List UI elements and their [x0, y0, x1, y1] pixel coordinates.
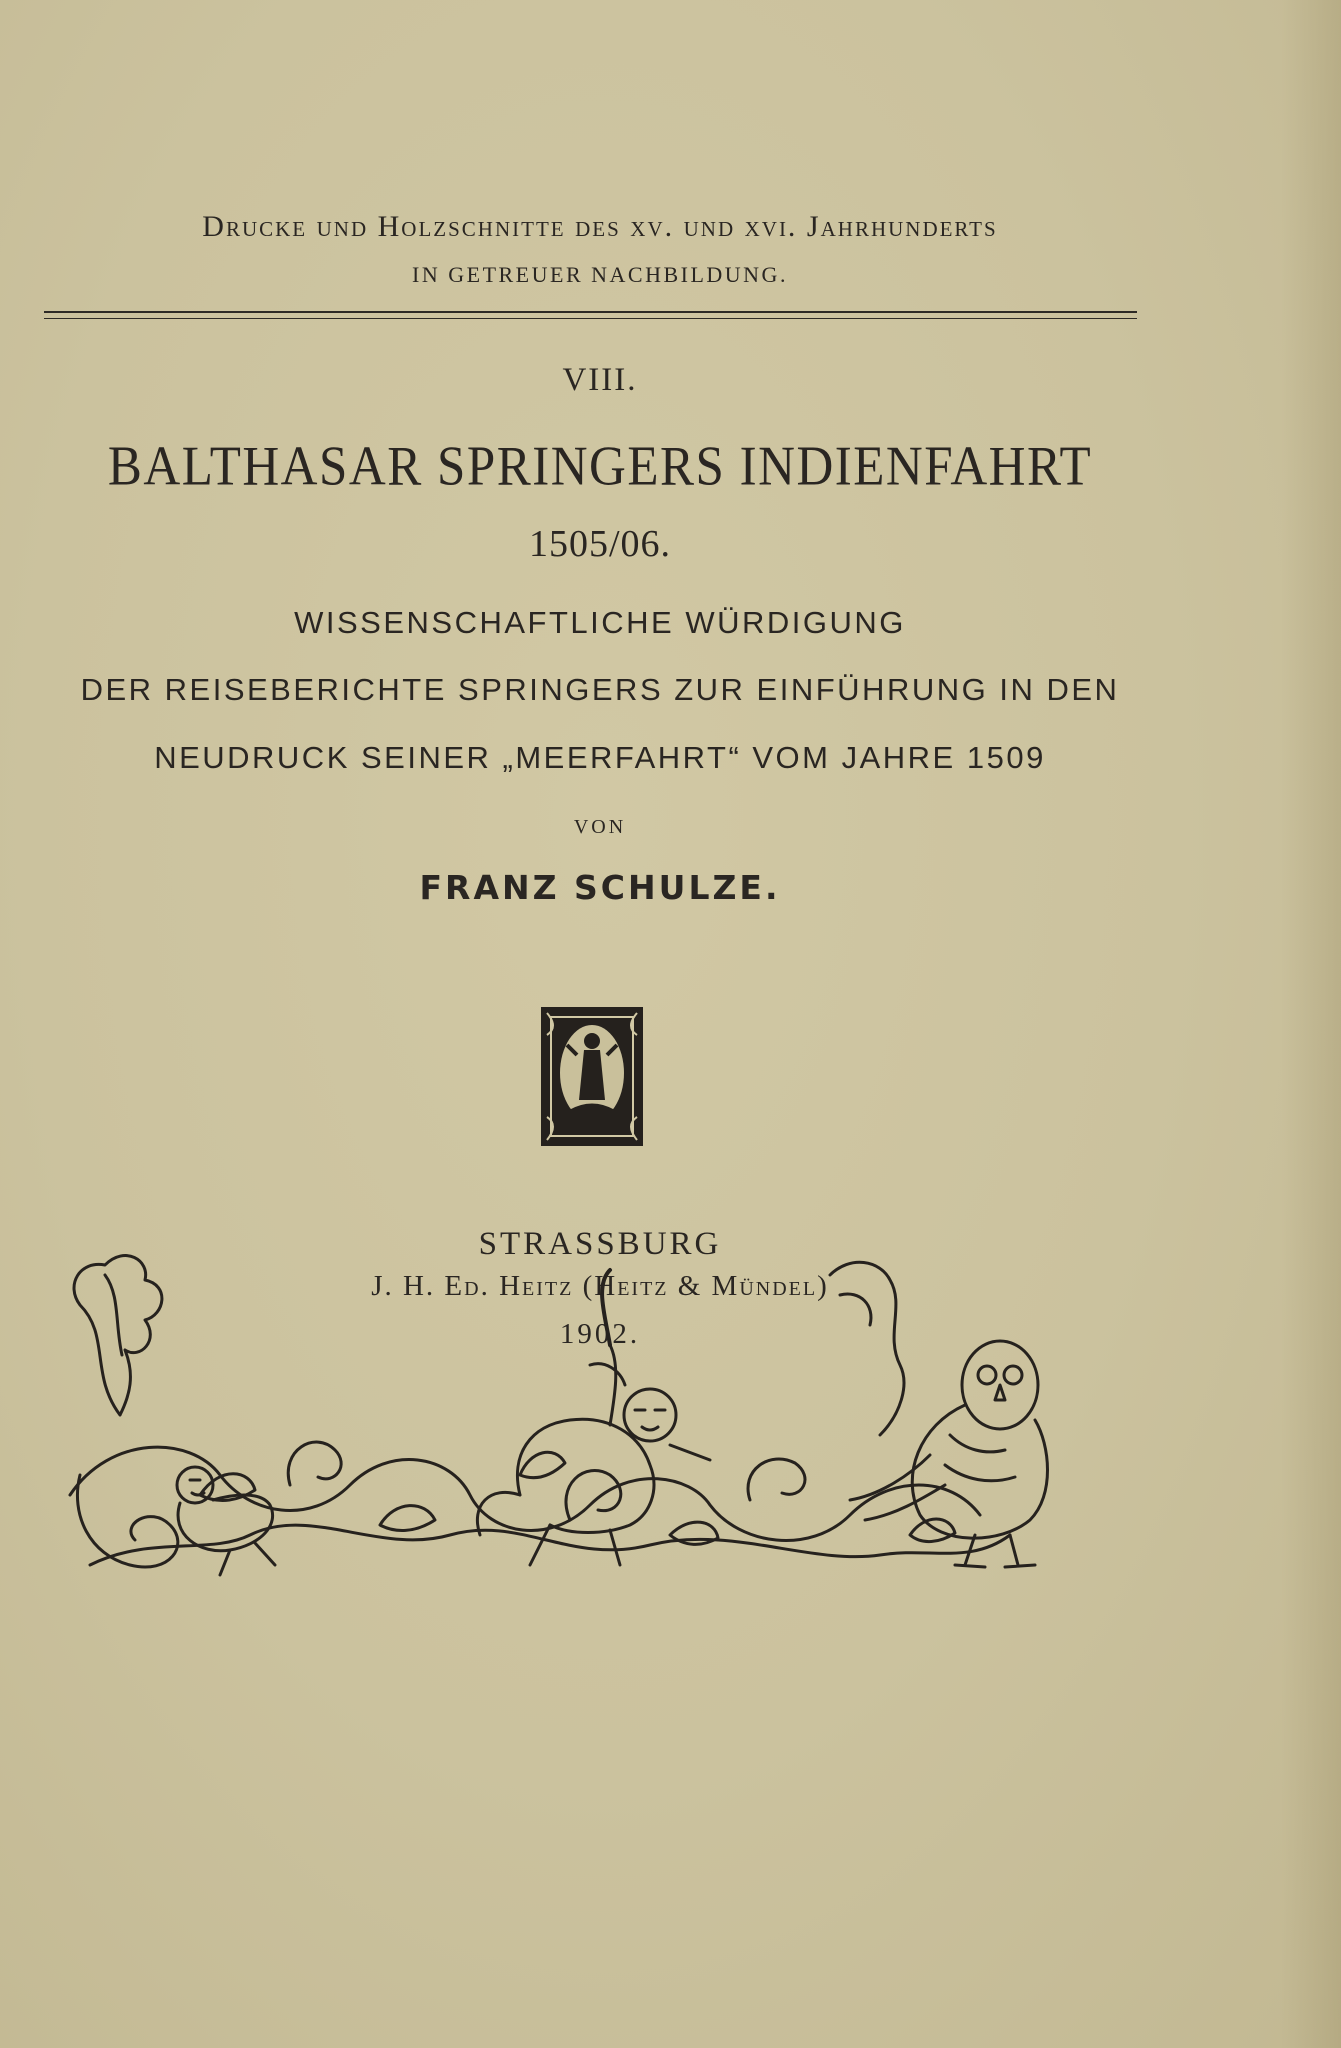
volume-number: VIII.	[562, 362, 638, 398]
series-title: Drucke und Holzschnitte des xv. und xvi. Jahrhunderts	[202, 210, 998, 243]
subtitle-line-3: NEUDRUCK SEINER „MEERFAHRT“ VOM JAHRE 1509	[154, 740, 1046, 775]
vine-ornament-image	[50, 1235, 1110, 1615]
by-label: VON	[573, 816, 627, 838]
double-rule-top	[44, 311, 1137, 313]
double-rule-bottom	[44, 318, 1137, 319]
subtitle-line-1: WISSENSCHAFTLICHE WÜRDIGUNG	[294, 605, 906, 640]
book-title: BALTHASAR SPRINGERS INDIENFAHRT	[107, 436, 1093, 498]
imprint-publisher: J. H. Ed. Heitz (Heitz & Mündel)	[371, 1270, 829, 1302]
printers-mark-image	[539, 1005, 645, 1148]
book-years: 1505/06.	[528, 523, 672, 565]
imprint-year: 1902.	[559, 1318, 641, 1350]
author-name: FRANZ SCHULZE.	[419, 868, 781, 907]
imprint-place: STRASSBURG	[478, 1226, 722, 1262]
subtitle-line-2: DER REISEBERICHTE SPRINGERS ZUR EINFÜHRUNG IN DEN	[80, 672, 1120, 707]
series-subtitle: IN GETREUER NACHBILDUNG.	[412, 262, 788, 287]
